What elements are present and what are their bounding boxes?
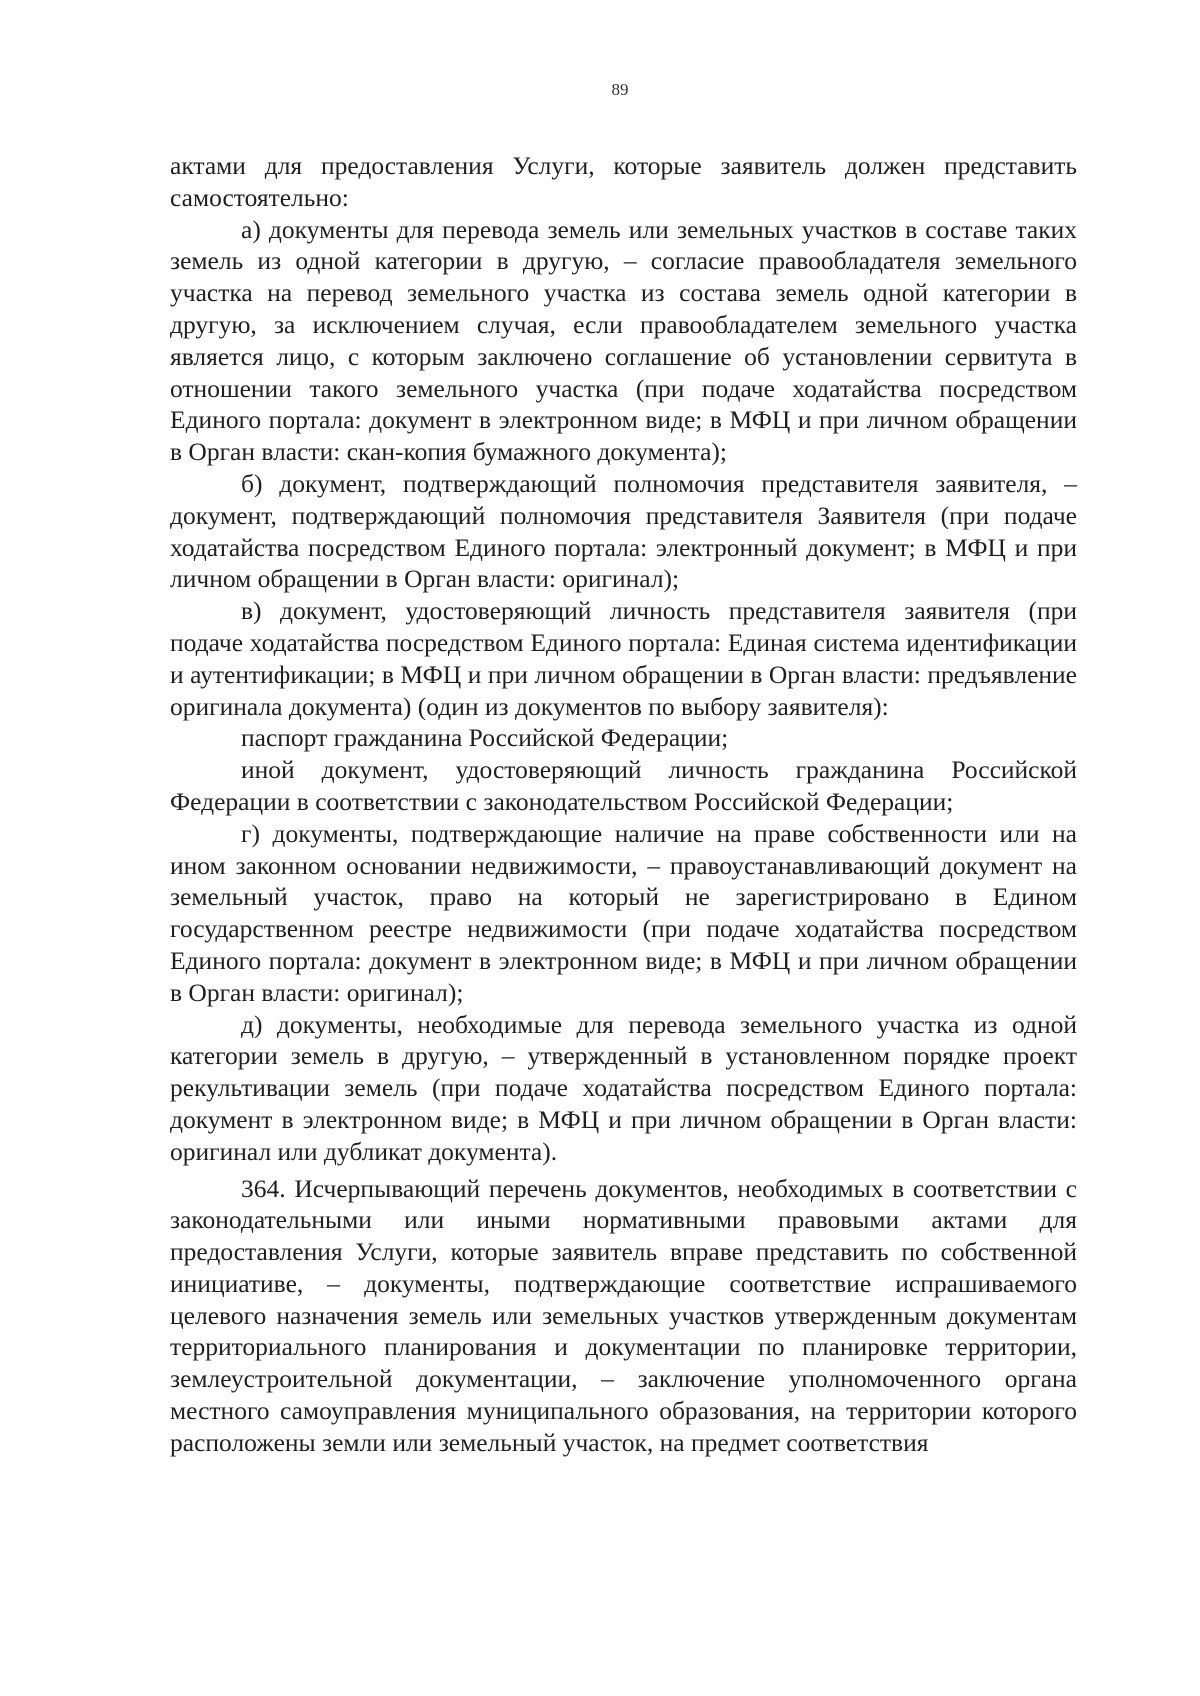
- paragraph-item-v: в) документ, удостоверяющий личность представителя заявителя (при подаче ходатайства посредством Единого портала: Единая система идентификации и аутентификации; в МФЦ и при личном обращении в Орган власти: предъявление оригинала документа) (один из документов по выбору заявителя):: [170, 596, 1077, 721]
- paragraph-item-d: д) документы, необходимые для перевода земельного участка из одной категории земель в другую, – утвержденный в установленном порядке проект рекультивации земель (при подаче ходатайства посредством Единого портала: документ в электронном виде; в МФЦ и при личном обращении в Орган власти: оригинал или дубликат документа).: [170, 1009, 1077, 1166]
- paragraph-continuation: актами для предоставления Услуги, которые заявитель должен представить самостоятельно:: [170, 151, 1077, 212]
- paragraph-other-id: иной документ, удостоверяющий личность гражданина Российской Федерации в соответствии с законодательством Российской Федерации;: [170, 755, 1077, 816]
- page-number: 89: [611, 80, 629, 99]
- paragraph-passport: паспорт гражданина Российской Федерации;: [241, 723, 729, 753]
- document-body: [170, 150, 1077, 1459]
- paragraph-item-b: б) документ, подтверждающий полномочия представителя заявителя, – документ, подтверждающий полномочия представителя Заявителя (при подаче ходатайства посредством Единого портала: электронный документ; в МФЦ и при личном обращении в Орган власти: оригинал);: [170, 468, 1077, 594]
- paragraph-item-g: г) документы, подтверждающие наличие на праве собственности или на ином законном основании недвижимости, – правоустанавливающий документ на земельный участок, право на который не зарегистрировано в Едином государственном реестре недвижимости (при подаче ходатайства посредством Единого портала: документ в электронном виде; в МФЦ и при личном обращении в Орган власти: оригинал);: [170, 818, 1077, 1007]
- paragraph-item-a: а) документы для перевода земель или земельных участков в составе таких земель из одной категории в другую, – согласие правообладателя земельного участка на перевод земельного участка из состава земель одной категории в другую, за исключением случая, если правообладателем земельного участка является лицо, с которым заключено соглашение об установлении сервитута в отношении такого земельного участка (при подаче ходатайства посредством Единого портала: документ в электронном виде; в МФЦ и при личном обращении в Орган власти: скан-копия бумажного документа);: [170, 214, 1077, 467]
- paragraph-364: 364. Исчерпывающий перечень документов, необходимых в соответствии с законодательными или иными нормативными правовыми актами для предоставления Услуги, которые заявитель вправе представить по собственной инициативе, – документы, подтверждающие соответствие испрашиваемого целевого назначения земель или земельных участков утвержденным документам территориального планирования и документации по планировке территории, землеустроительной документации, – заключение уполномоченного органа местного самоуправления муниципального образования, на территории которого расположены земли или земельный участок, на предмет соответствия: [170, 1173, 1077, 1457]
